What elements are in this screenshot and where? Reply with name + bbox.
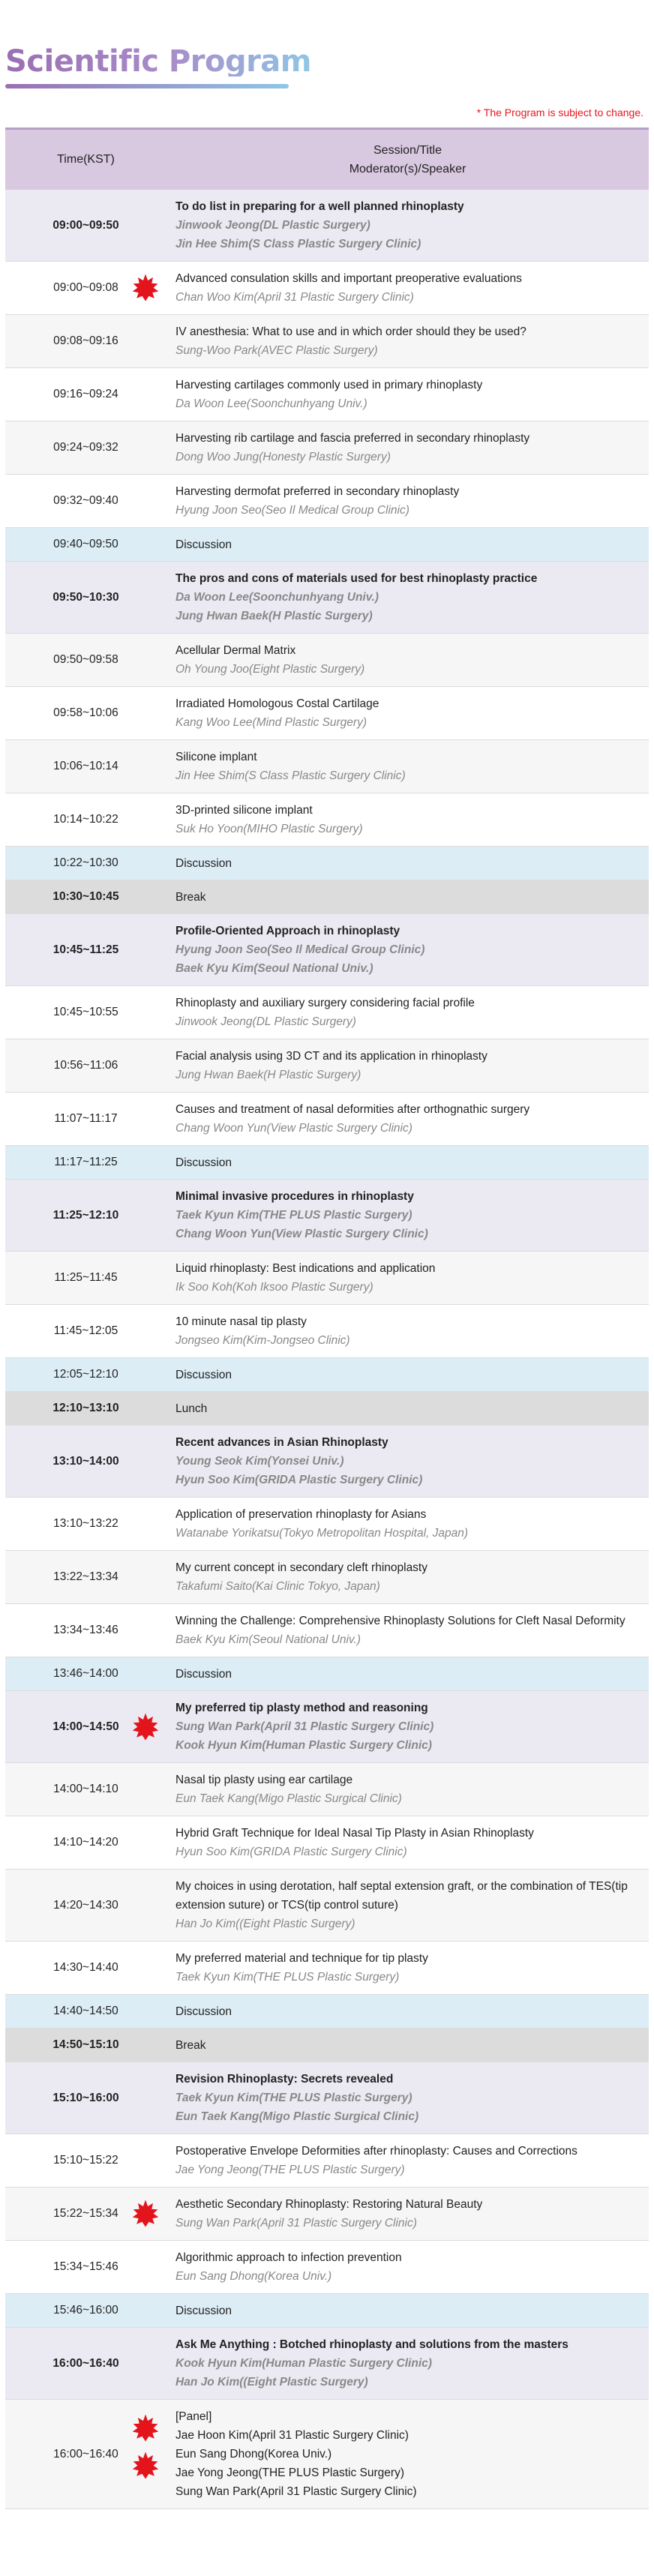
discussion-row [5,1358,649,1392]
talk-row [5,1551,649,1604]
talk-row [5,421,649,475]
session-title: Recent advances in Asian Rhinoplasty [176,1436,388,1449]
talk-row [5,315,649,368]
time-cell [5,1942,166,1995]
talk-row [5,368,649,421]
time-text: 09:16~09:24 [53,388,118,400]
speaker-name: Eun Sang Dhong(Korea Univ.) [176,2270,332,2283]
speaker-name: Han Jo Kim((Eight Plastic Surgery) [176,1918,356,1930]
time-cell [5,1816,166,1870]
talk-row [5,1870,649,1942]
speaker-name: Chang Woon Yun(View Plastic Surgery Clinic) [176,1122,412,1135]
time-cell [5,1870,166,1942]
session-title: Discussion [176,856,232,870]
speaker-name: Hyung Joon Seo(Seo Il Medical Group Clinic) [176,504,410,517]
time-cell [5,1305,166,1358]
session-cell [166,1498,649,1551]
session-cell [166,687,649,740]
session-row [5,190,649,262]
time-text: 09:00~09:08 [53,281,118,294]
speaker-name: Da Woon Lee(Soonchunhyang Univ.) [176,591,379,604]
session-cell [166,880,649,914]
talk-row [5,1305,649,1358]
session-title: The pros and cons of materials used for best rhinoplasty practice [176,572,538,585]
session-cell [166,1305,649,1358]
speaker-name: Jongseo Kim(Kim-Jongseo Clinic) [176,1334,350,1347]
session-cell [166,2062,649,2134]
time-cell [5,1551,166,1604]
session-cell [166,1942,649,1995]
time-cell [5,2294,166,2328]
session-cell [166,2134,649,2188]
time-text: 09:24~09:32 [53,441,118,454]
discussion-row [5,1146,649,1180]
red-star-icon [130,2199,160,2229]
session-cell [166,368,649,421]
session-row [5,914,649,986]
speaker-name: Watanabe Yorikatsu(Tokyo Metropolitan Hospital, Japan) [176,1527,469,1540]
session-cell [166,793,649,847]
panelist-name: Sung Wan Park(April 31 Plastic Surgery Clinic) [176,2485,417,2498]
speaker-name: Eun Taek Kang(Migo Plastic Surgical Clinic) [176,1792,402,1805]
session-cell [166,1816,649,1870]
time-cell [5,1180,166,1252]
time-text: 09:32~09:40 [53,494,118,507]
talk-row [5,2241,649,2294]
discussion-row [5,528,649,562]
time-text: 15:46~16:00 [53,2304,118,2317]
session-title: Postoperative Envelope Deformities after rhinoplasty: Causes and Corrections [176,2145,578,2158]
time-text: 10:56~11:06 [53,1059,118,1072]
session-cell [166,528,649,562]
session-cell [166,1995,649,2029]
speaker-name: Jinwook Jeong(DL Plastic Surgery) [176,1015,356,1028]
session-cell [166,2294,649,2328]
speaker-name: Oh Young Joo(Eight Plastic Surgery) [176,663,365,676]
session-cell [166,986,649,1039]
speaker-name: Han Jo Kim((Eight Plastic Surgery) [176,2376,368,2389]
time-cell [5,687,166,740]
time-cell [5,262,166,315]
title-underline [5,84,289,88]
time-cell [5,1252,166,1305]
session-title: Break [176,890,206,904]
session-row [5,1180,649,1252]
session-title: Minimal invasive procedures in rhinoplasty [176,1190,414,1203]
time-cell [5,847,166,880]
speaker-name: Taek Kyun Kim(THE PLUS Plastic Surgery) [176,1209,412,1222]
time-text: 10:45~11:25 [52,943,119,956]
session-cell [166,2328,649,2400]
session-cell [166,562,649,634]
discussion-row [5,847,649,880]
session-cell [166,1180,649,1252]
session-title: Discussion [176,2304,232,2317]
speaker-name: Ik Soo Koh(Koh Iksoo Plastic Surgery) [176,1281,374,1294]
header-moderator: Moderator(s)/Speaker [349,163,466,175]
time-cell [5,1358,166,1392]
session-cell [166,315,649,368]
time-cell [5,1039,166,1093]
session-cell [166,1870,649,1942]
session-title: 10 minute nasal tip plasty [176,1315,307,1328]
session-title: Algorithmic approach to infection prevention [176,2251,402,2264]
talk-row [5,1498,649,1551]
session-row [5,2062,649,2134]
speaker-name: Jung Hwan Baek(H Plastic Surgery) [176,1069,362,1081]
time-text: 10:14~10:22 [53,813,118,826]
session-cell [166,1358,649,1392]
time-text: 13:10~13:22 [53,1517,118,1530]
speaker-name: Sung-Woo Park(AVEC Plastic Surgery) [176,344,378,357]
session-title: Irradiated Homologous Costal Cartilage [176,697,380,710]
time-text: 13:34~13:46 [53,1624,118,1636]
session-title: My preferred tip plasty method and reasoning [176,1702,428,1714]
time-cell [5,1604,166,1657]
time-cell [5,2134,166,2188]
time-text: 11:25~12:10 [52,1208,119,1222]
session-title: 3D-printed silicone implant [176,804,313,817]
time-cell [5,1093,166,1146]
speaker-name: Suk Ho Yoon(MIHO Plastic Surgery) [176,823,363,835]
time-text: 14:30~14:40 [53,1961,118,1974]
header-time: Time(KST) [5,129,166,190]
speaker-name: Chang Woon Yun(View Plastic Surgery Clinic) [176,1228,428,1240]
session-cell [166,262,649,315]
program-notice: * The Program is subject to change. [476,106,644,118]
talk-row [5,262,649,315]
talk-row [5,740,649,793]
panelist-name: Jae Hoon Kim(April 31 Plastic Surgery Clinic) [176,2429,409,2442]
session-title: Break [176,2038,206,2052]
session-cell [166,2029,649,2062]
session-cell [166,1604,649,1657]
talk-row [5,986,649,1039]
session-title: Discussion [176,538,232,551]
session-cell [166,740,649,793]
session-cell [166,190,649,262]
red-star-icon [130,1712,160,1742]
time-text: 10:06~10:14 [53,760,118,772]
session-title: To do list in preparing for a well planned rhinoplasty [176,200,464,213]
time-cell [5,190,166,262]
time-text: 15:22~15:34 [53,2207,118,2220]
time-text: 14:20~14:30 [53,1898,118,1912]
talk-row [5,1816,649,1870]
time-text: 10:22~10:30 [53,856,118,869]
speaker-name: Jung Hwan Baek(H Plastic Surgery) [176,610,373,622]
time-cell [5,1763,166,1816]
talk-row [5,793,649,847]
time-text: 09:50~09:58 [53,653,118,666]
time-text: 15:10~15:22 [53,2154,118,2167]
session-cell [166,914,649,986]
session-title: Discussion [176,2005,232,2018]
session-cell [166,1039,649,1093]
time-cell [5,880,166,914]
talk-row [5,687,649,740]
table-header [5,129,649,190]
session-cell [166,421,649,475]
speaker-name: Hyun Soo Kim(GRIDA Plastic Surgery Clinic) [176,1474,423,1486]
time-cell [5,1498,166,1551]
time-cell [5,2029,166,2062]
red-star-icon [130,273,160,303]
time-text: 16:00~16:40 [52,2356,119,2370]
talk-row [5,475,649,528]
session-row [5,1426,649,1498]
time-text: 11:07~11:17 [54,1112,118,1125]
time-text: 12:10~13:10 [52,1402,119,1414]
session-title: Hybrid Graft Technique for Ideal Nasal Tip Plasty in Asian Rhinoplasty [176,1827,534,1840]
break-row [5,2029,649,2062]
time-cell [5,1657,166,1691]
session-cell [166,1426,649,1498]
session-title: Profile-Oriented Approach in rhinoplasty [176,925,400,937]
talk-row [5,2134,649,2188]
session-title: Nasal tip plasty using ear cartilage [176,1774,353,1786]
time-cell [5,634,166,687]
speaker-name: Taek Kyun Kim(THE PLUS Plastic Surgery) [176,1971,400,1984]
time-text: 16:00~16:40 [53,2447,118,2461]
session-title: Harvesting cartilages commonly used in primary rhinoplasty [176,379,483,391]
time-text: 14:10~14:20 [53,1836,118,1849]
header-session-title: Session/Title [374,144,442,157]
session-cell [166,1252,649,1305]
program-table [5,127,649,2509]
time-text: 11:45~12:05 [53,1324,118,1337]
red-star-icon [130,2413,160,2443]
time-text: 15:34~15:46 [53,2260,118,2273]
speaker-name: Takafumi Saito(Kai Clinic Tokyo, Japan) [176,1580,380,1593]
speaker-name: Kook Hyun Kim(Human Plastic Surgery Clinic) [176,1739,432,1752]
time-cell [5,1392,166,1426]
speaker-name: Hyun Soo Kim(GRIDA Plastic Surgery Clinic) [176,1846,407,1858]
session-title: Lunch [176,1402,208,1415]
time-cell [5,1995,166,2029]
session-title: Facial analysis using 3D CT and its application in rhinoplasty [176,1050,488,1063]
time-text: 09:08~09:16 [53,334,118,347]
session-row [5,1691,649,1763]
time-cell [5,2241,166,2294]
time-cell [5,562,166,634]
talk-row [5,1942,649,1995]
red-star-icon [130,2451,160,2481]
session-cell [166,1146,649,1180]
session-title: Acellular Dermal Matrix [176,644,296,657]
session-title: Discussion [176,1667,232,1681]
time-text: 09:58~10:06 [53,706,118,719]
time-cell [5,2400,166,2509]
discussion-row [5,1995,649,2029]
time-text: 10:45~10:55 [53,1006,118,1018]
speaker-name: Dong Woo Jung(Honesty Plastic Surgery) [176,451,391,463]
session-row [5,562,649,634]
session-cell [166,2241,649,2294]
speaker-name: Sung Wan Park(April 31 Plastic Surgery Clinic) [176,2217,417,2230]
session-row [5,2328,649,2400]
time-cell [5,1691,166,1763]
session-title: Causes and treatment of nasal deformities after orthognathic surgery [176,1103,530,1116]
talk-row [5,1039,649,1093]
speaker-name: Kang Woo Lee(Mind Plastic Surgery) [176,716,368,729]
session-title: Advanced consulation skills and important preoperative evaluations [176,272,522,285]
session-cell [166,1551,649,1604]
session-cell [166,1691,649,1763]
session-title: Revision Rhinoplasty: Secrets revealed [176,2073,394,2086]
time-text: 14:00~14:50 [52,1720,119,1733]
session-cell [166,1763,649,1816]
time-cell [5,475,166,528]
break-row [5,880,649,914]
talk-row [5,2188,649,2241]
speaker-name: Chan Woo Kim(April 31 Plastic Surgery Clinic) [176,291,414,304]
time-cell [5,2328,166,2400]
time-text: 09:00~09:50 [52,218,119,232]
talk-row [5,1252,649,1305]
session-title: Harvesting rib cartilage and fascia preferred in secondary rhinoplasty [176,432,530,445]
session-title: My current concept in secondary cleft rhinoplasty [176,1561,428,1574]
session-cell [166,1093,649,1146]
speaker-name: Jin Hee Shim(S Class Plastic Surgery Clinic) [176,238,422,250]
time-text: 11:17~11:25 [54,1156,118,1168]
speaker-name: Eun Taek Kang(Migo Plastic Surgical Clinic) [176,2110,419,2123]
time-cell [5,421,166,475]
session-title: Silicone implant [176,751,257,763]
time-text: 14:40~14:50 [53,2005,118,2017]
session-title: Rhinoplasty and auxiliary surgery considering facial profile [176,997,475,1009]
speaker-name: Baek Kyu Kim(Seoul National Univ.) [176,1633,361,1646]
time-cell [5,1426,166,1498]
speaker-name: Sung Wan Park(April 31 Plastic Surgery Clinic) [176,1720,434,1733]
break-row [5,1392,649,1426]
talk-row [5,2400,649,2509]
time-cell [5,2062,166,2134]
page-title: Scientific Program [5,44,311,79]
time-cell [5,793,166,847]
session-title: My preferred material and technique for tip plasty [176,1952,428,1965]
time-cell [5,528,166,562]
session-cell [166,847,649,880]
discussion-row [5,1657,649,1691]
speaker-name: Jinwook Jeong(DL Plastic Surgery) [176,219,370,232]
time-text: 10:30~10:45 [52,890,119,903]
speaker-name: Hyung Joon Seo(Seo Il Medical Group Clinic) [176,943,425,956]
talk-row [5,1093,649,1146]
session-title: Application of preservation rhinoplasty for Asians [176,1508,427,1521]
time-cell [5,368,166,421]
session-title: Harvesting dermofat preferred in secondary rhinoplasty [176,485,460,498]
panelist-name: Eun Sang Dhong(Korea Univ.) [176,2448,332,2461]
speaker-name: Da Woon Lee(Soonchunhyang Univ.) [176,397,368,410]
session-title: Aesthetic Secondary Rhinoplasty: Restoring Natural Beauty [176,2198,483,2211]
panelist-name: Jae Yong Jeong(THE PLUS Plastic Surgery) [176,2467,404,2479]
talk-row [5,634,649,687]
discussion-row [5,2294,649,2328]
time-cell [5,914,166,986]
session-cell [166,1392,649,1426]
session-title: IV anesthesia: What to use and in which order should they be used? [176,325,526,338]
talk-row [5,1604,649,1657]
session-cell [166,2400,649,2509]
session-title: My choices in using derotation, half septal extension graft, or the combination of TES(tip extension suture) or TCS(tip control suture) [176,1880,628,1912]
time-text: 15:10~16:00 [52,2091,119,2104]
time-text: 11:25~11:45 [54,1271,118,1284]
session-cell [166,475,649,528]
talk-row [5,1763,649,1816]
session-title: Ask Me Anything : Botched rhinoplasty and solutions from the masters [176,2338,568,2351]
speaker-name: Young Seok Kim(Yonsei Univ.) [176,1455,344,1468]
time-text: 12:05~12:10 [53,1368,118,1381]
session-title: Discussion [176,1368,232,1381]
session-title: [Panel] [176,2410,212,2423]
session-title: Winning the Challenge: Comprehensive Rhinoplasty Solutions for Cleft Nasal Deformity [176,1615,626,1627]
session-title: Discussion [176,1156,232,1169]
time-cell [5,2188,166,2241]
time-text: 13:46~14:00 [53,1667,118,1680]
speaker-name: Jae Yong Jeong(THE PLUS Plastic Surgery) [176,2164,405,2176]
time-text: 13:10~14:00 [52,1454,119,1468]
session-title: Liquid rhinoplasty: Best indications and application [176,1262,436,1275]
time-text: 14:50~15:10 [52,2038,119,2051]
time-text: 09:50~10:30 [52,590,119,604]
session-cell [166,1657,649,1691]
time-text: 13:22~13:34 [53,1570,118,1583]
speaker-name: Taek Kyun Kim(THE PLUS Plastic Surgery) [176,2092,412,2104]
time-cell [5,315,166,368]
session-cell [166,634,649,687]
time-cell [5,1146,166,1180]
speaker-name: Jin Hee Shim(S Class Plastic Surgery Clinic) [176,769,406,782]
time-text: 09:40~09:50 [53,538,118,550]
time-cell [5,986,166,1039]
speaker-name: Kook Hyun Kim(Human Plastic Surgery Clinic) [176,2357,432,2370]
speaker-name: Baek Kyu Kim(Seoul National Univ.) [176,962,374,975]
session-cell [166,2188,649,2241]
time-text: 14:00~14:10 [53,1783,118,1795]
header-session [166,129,649,190]
time-cell [5,740,166,793]
